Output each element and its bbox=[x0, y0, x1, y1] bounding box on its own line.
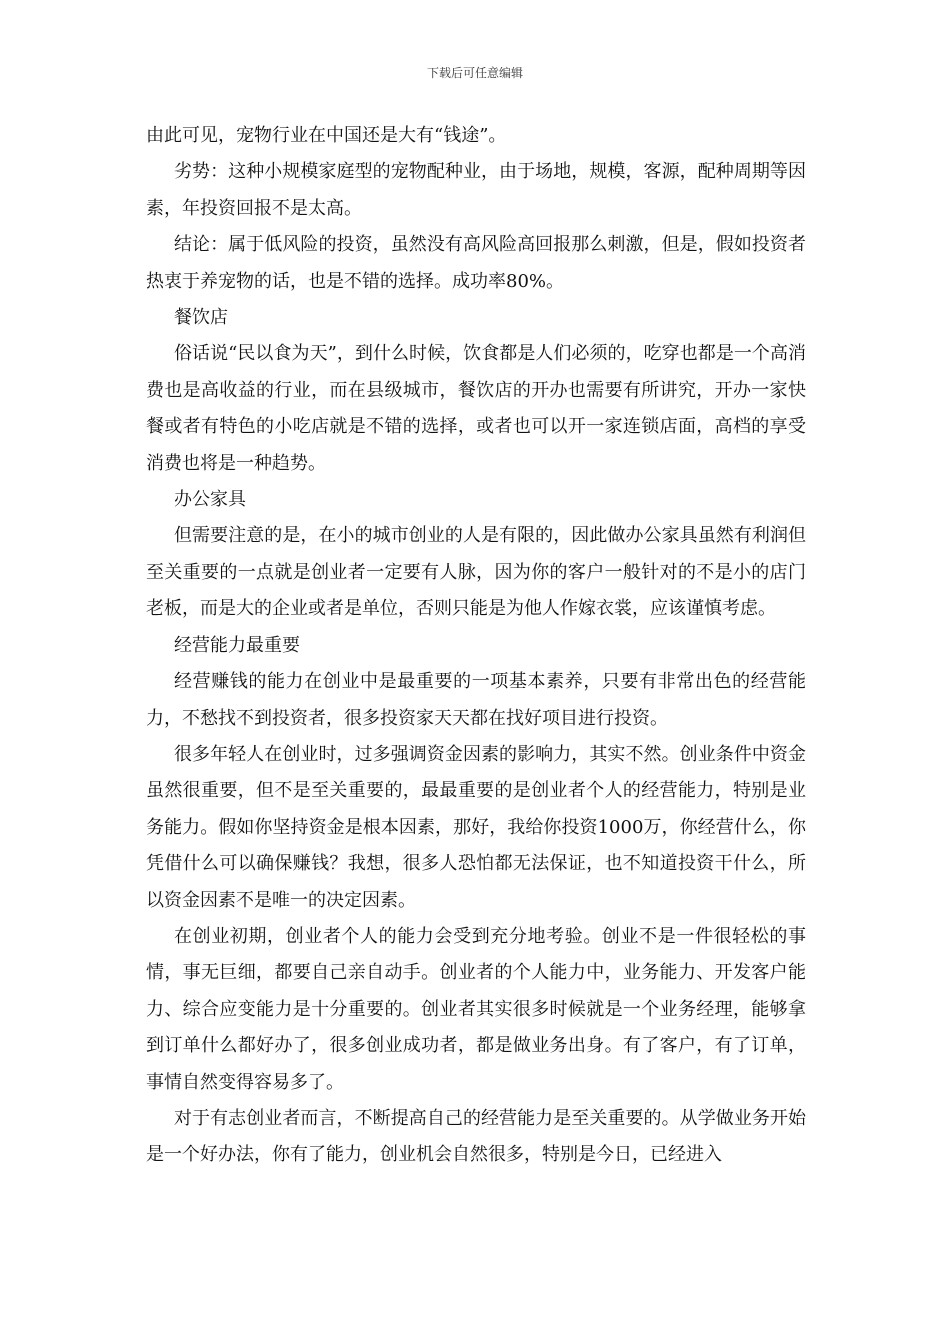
paragraph-conclusion-intro: 由此可见，宠物行业在中国还是大有“钱途”。 bbox=[146, 125, 507, 146]
page-header-note: 下载后可任意编辑 bbox=[426, 66, 523, 80]
paragraph-business-ability-2: 很多年轻人在创业时，过多强调资金因素的影响力，其实不然。创业条件中资金虽然很重要，但不是至关重要的，最最重要的是创业者个人的经营能力，特别是业务能力。假如你坚持资金是根本因素，那好，我给你投资1000万，你经营什么，你凭借什么可以确保赚钱？我想，很多人恐怕都无法保证，也不知道投资干什么，所以资金因素不是唯一的决定因素。 bbox=[146, 743, 806, 911]
paragraph-office-furniture: 但需要注意的是，在小的城市创业的人是有限的，因此做办公家具虽然有利润但至关重要的一点就是创业者一定要有人脉，因为你的客户一般针对的不是小的店门老板，而是大的企业或者是单位，否则只能是为他人作嫁衣裳，应该谨慎考虑。 bbox=[146, 525, 806, 620]
section-heading-business-ability: 经营能力最重要 bbox=[174, 634, 300, 656]
document-body bbox=[146, 118, 806, 1174]
paragraph-disadvantage: 劣势：这种小规模家庭型的宠物配种业，由于场地，规模，客源，配种周期等因素，年投资回报不是太高。 bbox=[146, 161, 806, 219]
paragraph-business-ability-4: 对于有志创业者而言，不断提高自己的经营能力是至关重要的。从学做业务开始是一个好办法，你有了能力，创业机会自然很多，特别是今日，已经进入 bbox=[146, 1107, 806, 1166]
paragraph-business-ability-1: 经营赚钱的能力在创业中是最重要的一项基本素养，只要有非常出色的经营能力，不愁找不到投资者，很多投资家天天都在找好项目进行投资。 bbox=[146, 671, 806, 729]
section-heading-restaurant: 餐饮店 bbox=[174, 307, 228, 329]
paragraph-restaurant: 俗话说“民以食为天”，到什么时候，饮食都是人们必须的，吃穿也都是一个高消费也是高收益的行业，而在县级城市，餐饮店的开办也需要有所讲究，开办一家快餐或者有特色的小吃店就是不错的选择，或者也可以开一家连锁店面，高档的享受消费也将是一种趋势。 bbox=[146, 343, 806, 474]
paragraph-conclusion: 结论：属于低风险的投资，虽然没有高风险高回报那么刺激，但是，假如投资者热衷于养宠物的话，也是不错的选择。成功率80%。 bbox=[146, 234, 806, 292]
section-heading-office-furniture: 办公家具 bbox=[174, 489, 246, 511]
paragraph-business-ability-3: 在创业初期，创业者个人的能力会受到充分地考验。创业不是一件很轻松的事情，事无巨细，都要自己亲自动手。创业者的个人能力中，业务能力、开发客户能力、综合应变能力是十分重要的。创业者其实很多时候就是一个业务经理，能够拿到订单什么都好办了，很多创业成功者，都是做业务出身。有了客户，有了订单，事情自然变得容易多了。 bbox=[146, 925, 806, 1093]
